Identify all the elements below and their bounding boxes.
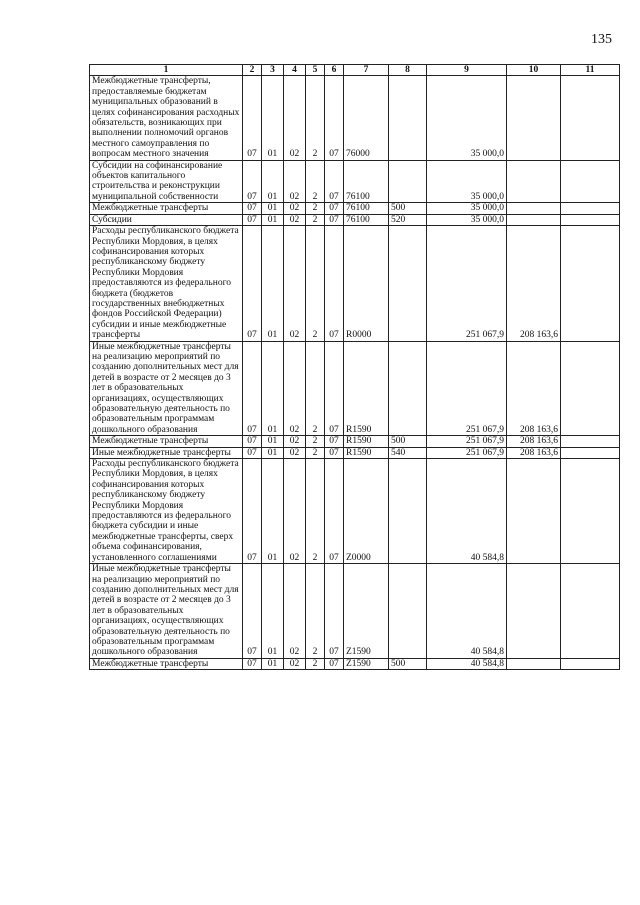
cell-c11: [561, 447, 620, 458]
cell-c2: 07: [243, 658, 262, 669]
cell-c6: 07: [325, 447, 344, 458]
cell-c5: 2: [306, 658, 325, 669]
row-description: Межбюджетные трансферты: [90, 436, 243, 447]
row-description: Иные межбюджетные трансферты на реализацию мероприятий по созданию дополнительных мест для детей в возрасте от 2 месяцев до 3 лет в образовательных организациях, осуществляющих образовательную деятельность по образовательным программам дошкольного образования: [90, 341, 243, 436]
cell-c4: 02: [284, 226, 306, 341]
cell-c2: 07: [243, 76, 262, 160]
column-header: 9: [427, 65, 507, 76]
cell-c9: 35 000,0: [427, 76, 507, 160]
cell-c6: 07: [325, 214, 344, 225]
cell-c10: 208 163,6: [507, 436, 561, 447]
cell-c8: [389, 341, 427, 436]
table-row: [90, 436, 620, 447]
cell-c11: [561, 160, 620, 203]
cell-c3: 01: [262, 76, 284, 160]
cell-c2: 07: [243, 341, 262, 436]
cell-c3: 01: [262, 436, 284, 447]
cell-c11: [561, 203, 620, 214]
cell-c11: [561, 436, 620, 447]
cell-c8: [389, 160, 427, 203]
cell-c11: [561, 341, 620, 436]
cell-c3: 01: [262, 459, 284, 564]
table-row: [90, 447, 620, 458]
cell-c5: 2: [306, 226, 325, 341]
cell-c3: 01: [262, 658, 284, 669]
cell-c3: 01: [262, 160, 284, 203]
table-row: [90, 203, 620, 214]
cell-c11: [561, 226, 620, 341]
column-header: 6: [325, 65, 344, 76]
cell-c11: [561, 76, 620, 160]
cell-c8: 500: [389, 436, 427, 447]
cell-c9: 251 067,9: [427, 226, 507, 341]
table-row: [90, 564, 620, 659]
cell-c7: R1590: [344, 447, 389, 458]
cell-c2: 07: [243, 226, 262, 341]
row-description: Межбюджетные трансферты: [90, 203, 243, 214]
cell-c8: 540: [389, 447, 427, 458]
cell-c8: [389, 226, 427, 341]
cell-c10: [507, 160, 561, 203]
cell-c10: [507, 459, 561, 564]
budget-table: [89, 64, 620, 670]
column-header: 7: [344, 65, 389, 76]
cell-c5: 2: [306, 459, 325, 564]
cell-c7: Z1590: [344, 564, 389, 659]
cell-c4: 02: [284, 160, 306, 203]
cell-c3: 01: [262, 226, 284, 341]
table-row: [90, 160, 620, 203]
cell-c9: 40 584,8: [427, 658, 507, 669]
table-row: [90, 214, 620, 225]
cell-c6: 07: [325, 436, 344, 447]
cell-c3: 01: [262, 214, 284, 225]
cell-c11: [561, 564, 620, 659]
cell-c2: 07: [243, 447, 262, 458]
cell-c10: 208 163,6: [507, 226, 561, 341]
cell-c4: 02: [284, 341, 306, 436]
cell-c4: 02: [284, 203, 306, 214]
column-header: 11: [561, 65, 620, 76]
cell-c11: [561, 658, 620, 669]
column-header: 10: [507, 65, 561, 76]
table-row: [90, 76, 620, 160]
cell-c6: 07: [325, 341, 344, 436]
cell-c4: 02: [284, 564, 306, 659]
cell-c9: 35 000,0: [427, 160, 507, 203]
cell-c3: 01: [262, 203, 284, 214]
cell-c10: [507, 564, 561, 659]
row-description: Иные межбюджетные трансферты: [90, 447, 243, 458]
cell-c9: 251 067,9: [427, 341, 507, 436]
cell-c10: [507, 214, 561, 225]
cell-c4: 02: [284, 436, 306, 447]
cell-c9: 251 067,9: [427, 447, 507, 458]
cell-c9: 40 584,8: [427, 564, 507, 659]
column-header: 5: [306, 65, 325, 76]
table-row: [90, 341, 620, 436]
cell-c8: 500: [389, 203, 427, 214]
cell-c3: 01: [262, 341, 284, 436]
cell-c6: 07: [325, 203, 344, 214]
column-header: 4: [284, 65, 306, 76]
cell-c5: 2: [306, 447, 325, 458]
cell-c5: 2: [306, 160, 325, 203]
cell-c6: 07: [325, 658, 344, 669]
cell-c7: 76100: [344, 214, 389, 225]
cell-c10: [507, 76, 561, 160]
cell-c4: 02: [284, 447, 306, 458]
cell-c2: 07: [243, 214, 262, 225]
cell-c6: 07: [325, 226, 344, 341]
cell-c4: 02: [284, 76, 306, 160]
cell-c7: R0000: [344, 226, 389, 341]
column-header: 3: [262, 65, 284, 76]
cell-c5: 2: [306, 564, 325, 659]
cell-c7: Z1590: [344, 658, 389, 669]
cell-c11: [561, 214, 620, 225]
cell-c7: 76100: [344, 160, 389, 203]
cell-c2: 07: [243, 436, 262, 447]
row-description: Субсидии на софинансирование объектов капитального строительства и реконструкции муниципальной собственности: [90, 160, 243, 203]
row-description: Межбюджетные трансферты, предоставляемые бюджетам муниципальных образований в целях софинансирования расходных обязательств, возникающих при выполнении полномочий органов местного самоуправления по вопросам местного значения: [90, 76, 243, 160]
cell-c5: 2: [306, 341, 325, 436]
row-description: Межбюджетные трансферты: [90, 658, 243, 669]
cell-c9: 35 000,0: [427, 203, 507, 214]
cell-c8: [389, 459, 427, 564]
cell-c5: 2: [306, 76, 325, 160]
cell-c9: 35 000,0: [427, 214, 507, 225]
column-header: 2: [243, 65, 262, 76]
cell-c4: 02: [284, 658, 306, 669]
cell-c3: 01: [262, 564, 284, 659]
row-description: Иные межбюджетные трансферты на реализацию мероприятий по созданию дополнительных мест для детей в возрасте от 2 месяцев до 3 лет в образовательных организациях, осуществляющих образовательную деятельность по образовательным программам дошкольного образования: [90, 564, 243, 659]
cell-c5: 2: [306, 436, 325, 447]
cell-c6: 07: [325, 160, 344, 203]
column-header: 8: [389, 65, 427, 76]
cell-c8: [389, 564, 427, 659]
page-number: 135: [591, 32, 612, 47]
row-description: Расходы республиканского бюджета Республики Мордовия, в целях софинансирования которых республиканскому бюджету Республики Мордовия предоставляются из федерального бюджета субсидии и иные межбюджетные трансферты, сверх объема софинансирования, установленного соглашениями: [90, 459, 243, 564]
cell-c10: 208 163,6: [507, 341, 561, 436]
cell-c2: 07: [243, 459, 262, 564]
cell-c11: [561, 459, 620, 564]
row-description: Расходы республиканского бюджета Республики Мордовия, в целях софинансирования которых республиканскому бюджету Республики Мордовия предоставляются из федерального бюджета (бюджетов государственных внебюджетных фондов Российской Федерации) субсидии и иные межбюджетные трансферты: [90, 226, 243, 341]
cell-c9: 251 067,9: [427, 436, 507, 447]
cell-c7: 76100: [344, 203, 389, 214]
cell-c7: R1590: [344, 341, 389, 436]
table-row: [90, 658, 620, 669]
cell-c7: R1590: [344, 436, 389, 447]
cell-c2: 07: [243, 203, 262, 214]
cell-c9: 40 584,8: [427, 459, 507, 564]
cell-c4: 02: [284, 459, 306, 564]
cell-c6: 07: [325, 459, 344, 564]
cell-c10: 208 163,6: [507, 447, 561, 458]
cell-c4: 02: [284, 214, 306, 225]
table-header-row: [90, 65, 620, 76]
cell-c8: [389, 76, 427, 160]
cell-c7: Z0000: [344, 459, 389, 564]
cell-c10: [507, 658, 561, 669]
column-header: 1: [90, 65, 243, 76]
cell-c2: 07: [243, 564, 262, 659]
cell-c5: 2: [306, 214, 325, 225]
cell-c7: 76000: [344, 76, 389, 160]
cell-c6: 07: [325, 564, 344, 659]
table-row: [90, 459, 620, 564]
table-row: [90, 226, 620, 341]
cell-c6: 07: [325, 76, 344, 160]
row-description: Субсидии: [90, 214, 243, 225]
cell-c2: 07: [243, 160, 262, 203]
cell-c8: 520: [389, 214, 427, 225]
cell-c3: 01: [262, 447, 284, 458]
cell-c5: 2: [306, 203, 325, 214]
cell-c10: [507, 203, 561, 214]
cell-c8: 500: [389, 658, 427, 669]
